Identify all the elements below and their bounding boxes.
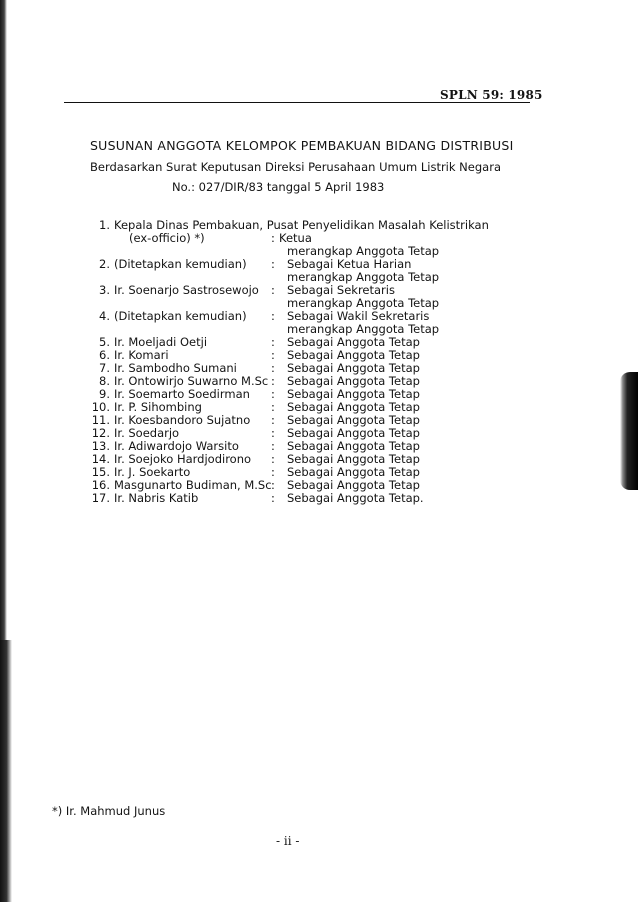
member-name: Masgunarto Budiman, M.Sc <box>114 478 272 492</box>
member-role-cont-row <box>86 270 526 283</box>
member-role: Sebagai Anggota Tetap <box>287 439 420 453</box>
member-role-cont-row <box>86 296 526 309</box>
member-1-header-line <box>86 218 526 231</box>
member-row <box>86 374 526 387</box>
member-colon: : <box>271 413 275 427</box>
member-name: Ir. Soedarjo <box>114 426 180 440</box>
member-role: Sebagai Anggota Tetap <box>287 348 420 362</box>
member-number: 9. <box>99 387 110 401</box>
member-role: Sebagai Anggota Tetap <box>287 426 420 440</box>
member-1-role-cont: merangkap Anggota Tetap <box>287 244 440 258</box>
member-colon: : <box>271 465 275 479</box>
member-number: 4. <box>99 309 110 323</box>
member-role: Sebagai Wakil Sekretaris <box>287 309 430 323</box>
member-1-role-cont-row <box>86 244 526 257</box>
member-role: Sebagai Sekretaris <box>287 283 395 297</box>
member-colon: : <box>271 335 275 349</box>
member-colon: : <box>271 452 275 466</box>
member-role: Sebagai Anggota Tetap <box>287 361 420 375</box>
member-role: Sebagai Anggota Tetap <box>287 465 420 479</box>
page-number: - ii - <box>276 834 300 848</box>
member-colon: : <box>271 348 275 362</box>
member-role: Sebagai Anggota Tetap <box>287 478 420 492</box>
member-number: 1. <box>99 218 110 232</box>
member-row <box>86 439 526 452</box>
member-role-cont: merangkap Anggota Tetap <box>287 270 440 284</box>
member-row <box>86 452 526 465</box>
member-role: Sebagai Anggota Tetap <box>287 335 420 349</box>
member-name: Ir. Sambodho Sumani <box>114 361 237 375</box>
member-name: Ir. Soemarto Soedirman <box>114 387 250 401</box>
member-row <box>86 478 526 491</box>
member-1-title: Kepala Dinas Pembakuan, Pusat Penyelidikan Masalah Kelistrikan <box>114 218 489 232</box>
member-role: Sebagai Anggota Tetap. <box>287 491 424 505</box>
member-role: Sebagai Ketua Harian <box>287 257 412 271</box>
member-role-cont: merangkap Anggota Tetap <box>287 322 440 336</box>
decree-reference: No.: 027/DIR/83 tanggal 5 April 1983 <box>172 180 385 194</box>
member-row <box>86 426 526 439</box>
member-name: Ir. Soejoko Hardjodirono <box>114 452 252 466</box>
member-row <box>86 361 526 374</box>
member-1-name-cont: (ex-officio) *) <box>129 231 205 245</box>
page-subtitle: Berdasarkan Surat Keputusan Direksi Perusahaan Umum Listrik Negara <box>90 160 501 174</box>
member-row <box>86 335 526 348</box>
member-row <box>86 309 526 322</box>
member-colon: : <box>271 491 275 505</box>
member-number: 17. <box>91 491 110 505</box>
member-number: 13. <box>91 439 110 453</box>
member-colon: : <box>271 374 275 388</box>
member-number: 7. <box>99 361 110 375</box>
member-number: 12. <box>91 426 110 440</box>
member-role-cont: merangkap Anggota Tetap <box>287 296 440 310</box>
member-role: Sebagai Anggota Tetap <box>287 400 420 414</box>
member-name: (Ditetapkan kemudian) <box>114 309 247 323</box>
member-name: Ir. Adiwardojo Warsito <box>114 439 239 453</box>
member-number: 14. <box>91 452 110 466</box>
member-number: 3. <box>99 283 110 297</box>
member-list <box>86 218 526 504</box>
member-role: Sebagai Anggota Tetap <box>287 387 420 401</box>
scan-edge-right <box>620 372 638 490</box>
member-colon: : <box>271 478 275 492</box>
member-colon: : <box>271 387 275 401</box>
member-number: 10. <box>91 400 110 414</box>
member-name: Ir. Komari <box>114 348 169 362</box>
member-row <box>86 465 526 478</box>
member-row <box>86 491 526 504</box>
member-role: Sebagai Anggota Tetap <box>287 374 420 388</box>
member-colon: : <box>271 231 275 245</box>
member-1-row <box>86 231 526 244</box>
member-colon: : <box>271 309 275 323</box>
member-row <box>86 348 526 361</box>
member-number: 8. <box>99 374 110 388</box>
member-role: Sebagai Anggota Tetap <box>287 413 420 427</box>
member-row <box>86 400 526 413</box>
member-row <box>86 387 526 400</box>
member-name: Ir. Nabris Katib <box>114 491 199 505</box>
member-number: 16. <box>91 478 110 492</box>
member-name: Ir. Ontowirjo Suwarno M.Sc <box>114 374 269 388</box>
member-1-role: Ketua <box>279 231 312 245</box>
member-colon: : <box>271 361 275 375</box>
member-row <box>86 257 526 270</box>
header-divider <box>64 102 530 103</box>
member-name: Ir. P. Sihombing <box>114 400 202 414</box>
document-code: SPLN 59: 1985 <box>440 88 543 102</box>
member-name: Ir. Moeljadi Oetji <box>114 335 208 349</box>
member-number: 2. <box>99 257 110 271</box>
member-role: Sebagai Anggota Tetap <box>287 452 420 466</box>
member-row <box>86 413 526 426</box>
page-title: SUSUNAN ANGGOTA KELOMPOK PEMBAKUAN BIDANG DISTRIBUSI <box>90 138 514 153</box>
member-colon: : <box>271 283 275 297</box>
member-name: Ir. J. Soekarto <box>114 465 191 479</box>
member-number: 11. <box>91 413 110 427</box>
member-name: Ir. Soenarjo Sastrosewojo <box>114 283 259 297</box>
member-colon: : <box>271 439 275 453</box>
member-role-cont-row <box>86 322 526 335</box>
member-number: 5. <box>99 335 110 349</box>
member-colon: : <box>271 426 275 440</box>
member-name: (Ditetapkan kemudian) <box>114 257 247 271</box>
member-row <box>86 283 526 296</box>
member-number: 6. <box>99 348 110 362</box>
member-number: 15. <box>91 465 110 479</box>
member-colon: : <box>271 257 275 271</box>
scan-edge-left-lower <box>0 640 12 902</box>
member-colon: : <box>271 400 275 414</box>
footnote: *) Ir. Mahmud Junus <box>52 804 166 818</box>
member-name: Ir. Koesbandoro Sujatno <box>114 413 251 427</box>
